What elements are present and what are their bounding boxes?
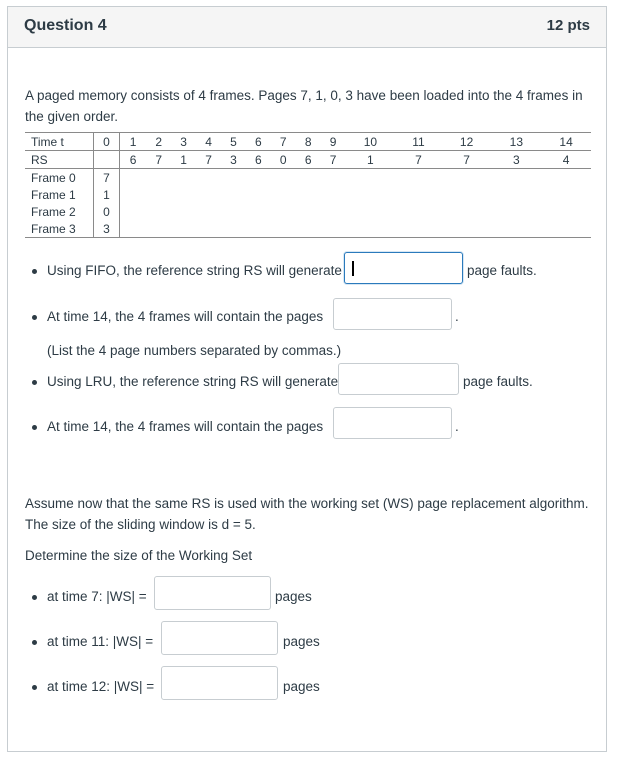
table-cell: 1 bbox=[346, 151, 396, 169]
table-cell: 3 bbox=[94, 220, 120, 238]
question-points: 12 pts bbox=[546, 17, 590, 34]
row-label: RS bbox=[25, 151, 94, 169]
question-header bbox=[8, 7, 606, 48]
table-row-time bbox=[25, 133, 591, 151]
lru-faults-suffix: page faults. bbox=[463, 374, 533, 389]
bullet-dot bbox=[32, 685, 37, 690]
list-hint: (List the 4 page numbers separated by commas.) bbox=[47, 343, 342, 358]
table-cell: 2 bbox=[146, 133, 171, 151]
row-label: Frame 0 bbox=[31, 170, 76, 185]
bullet-dot bbox=[32, 425, 37, 430]
ws12-suffix: pages bbox=[283, 679, 320, 694]
lru-faults-input[interactable] bbox=[338, 363, 459, 395]
ws12-input[interactable] bbox=[161, 666, 278, 700]
table-cell: 0 bbox=[94, 203, 120, 220]
ws12-label: at time 12: |WS| = bbox=[47, 679, 155, 694]
lru-frames-label: At time 14, the 4 frames will contain the pages bbox=[47, 419, 324, 434]
intro-line-1: A paged memory consists of 4 frames. Pages 7, 1, 0, 3 have been loaded into the 4 frames in bbox=[25, 88, 583, 103]
bullet-dot bbox=[32, 595, 37, 600]
row-label: Frame 1 bbox=[31, 187, 76, 202]
row-label: Frame 3 bbox=[25, 220, 94, 238]
table-cell: 0 bbox=[94, 133, 120, 151]
table-cell: 13 bbox=[491, 133, 541, 151]
table-row-frame-0 bbox=[25, 169, 591, 187]
bullet-dot bbox=[32, 269, 37, 274]
ws7-label: at time 7: |WS| = bbox=[47, 589, 147, 604]
row-label: Time t bbox=[25, 133, 94, 151]
table-cell: 1 bbox=[94, 186, 120, 203]
table-cell: 7 bbox=[395, 151, 441, 169]
table-cell: 9 bbox=[321, 133, 346, 151]
table-cell: 7 bbox=[196, 151, 221, 169]
table-cell: 7 bbox=[94, 169, 120, 187]
table-cell: 4 bbox=[541, 151, 591, 169]
table-cell: 7 bbox=[442, 151, 492, 169]
ws-intro-line-2: The size of the sliding window is d = 5. bbox=[25, 517, 256, 532]
text-cursor bbox=[352, 261, 354, 276]
table-cell: 11 bbox=[395, 133, 441, 151]
lru-frames-suffix: . bbox=[455, 419, 459, 434]
ws-intro-line-1: Assume now that the same RS is used with the working set (WS) page replacement algorithm. bbox=[25, 496, 589, 511]
ws7-suffix: pages bbox=[275, 589, 312, 604]
table-cell: 12 bbox=[442, 133, 492, 151]
table-cell: 3 bbox=[171, 133, 196, 151]
table-cell: 3 bbox=[221, 151, 246, 169]
fifo-frames-label: At time 14, the 4 frames will contain the pages bbox=[47, 309, 324, 324]
bullet-dot bbox=[32, 315, 37, 320]
table-cell: 0 bbox=[271, 151, 296, 169]
table-cell: 1 bbox=[171, 151, 196, 169]
table-cell: 6 bbox=[246, 151, 271, 169]
table-cell: 14 bbox=[541, 133, 591, 151]
question-title: Question 4 bbox=[24, 17, 107, 34]
table-cell bbox=[94, 151, 120, 169]
ws11-suffix: pages bbox=[283, 634, 320, 649]
lru-frames-input[interactable] bbox=[333, 407, 452, 439]
table-cell: 1 bbox=[120, 133, 147, 151]
ws7-input[interactable] bbox=[154, 576, 271, 610]
table-row-frame-2 bbox=[25, 203, 591, 220]
ws-instruction: Determine the size of the Working Set bbox=[25, 548, 253, 563]
lru-faults-label: Using LRU, the reference string RS will generate bbox=[47, 374, 339, 389]
ws11-label: at time 11: |WS| = bbox=[47, 634, 154, 649]
table-cell: 4 bbox=[196, 133, 221, 151]
table-row-frame-1 bbox=[25, 186, 591, 203]
table-cell: 8 bbox=[296, 133, 321, 151]
row-label: Frame 2 bbox=[31, 204, 76, 219]
intro-line-2: the given order. bbox=[25, 109, 119, 124]
fifo-faults-suffix: page faults. bbox=[467, 263, 537, 278]
table-cell: 6 bbox=[246, 133, 271, 151]
table-cell: 6 bbox=[296, 151, 321, 169]
table-cell: 7 bbox=[271, 133, 296, 151]
table-cell: 10 bbox=[346, 133, 396, 151]
table-cell: 6 bbox=[120, 151, 147, 169]
fifo-faults-input[interactable] bbox=[344, 252, 463, 284]
table-cell: 3 bbox=[491, 151, 541, 169]
intro-text bbox=[25, 85, 583, 127]
fifo-faults-label: Using FIFO, the reference string RS will generate bbox=[47, 263, 342, 278]
memory-table bbox=[25, 132, 591, 238]
question-card bbox=[7, 6, 607, 752]
table-row-rs bbox=[25, 151, 591, 169]
fifo-frames-input[interactable] bbox=[333, 298, 452, 330]
table-cell: 5 bbox=[221, 133, 246, 151]
bullet-dot bbox=[32, 380, 37, 385]
table-cell: 7 bbox=[146, 151, 171, 169]
table-row-frame-3 bbox=[25, 220, 591, 238]
ws11-input[interactable] bbox=[161, 621, 278, 655]
fifo-frames-suffix: . bbox=[455, 309, 459, 324]
table-cell: 7 bbox=[321, 151, 346, 169]
ws-intro bbox=[25, 493, 589, 535]
bullet-dot bbox=[32, 640, 37, 645]
